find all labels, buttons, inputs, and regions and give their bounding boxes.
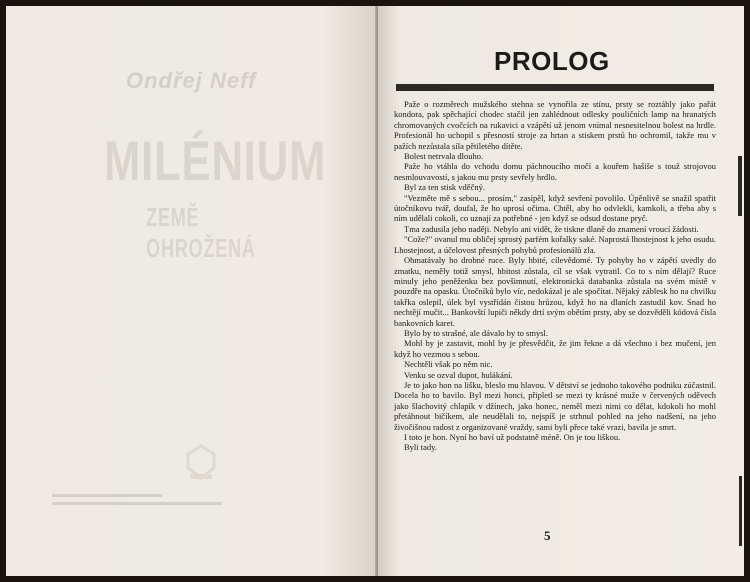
publisher-logo-icon	[184, 444, 218, 482]
paragraph: Ohmatávaly ho drobné ruce. Byly hbité, cílevědomé. Ty pohyby ho v zápětí uvedly do zmatku, neměly totiž smysl, hbitost zůstala, cíl se však vytratil. Co to s ním dělají? Ruce minuly jeho peněženku bez povšimnutí, elektronická databanka zůstala na svém místě v pouzdře na opasku. Útočníků bylo víc, nedokázal je ale spočítat. Nějaký záblesk ho na chvilku takřka oslepil, úlek byl vystřídán čistou hrůzou, když ho na dlaních zastudil kov. Snad ho nechtějí mučit... Bankovští lupiči někdy drtí svým obětím prsty, aby se dozvěděli kódová čísla bankovních karet.	[394, 255, 716, 328]
ghost-line	[52, 502, 222, 505]
ghost-author: Ondřej Neff	[126, 68, 257, 93]
paragraph: Bylo by to strašné, ale dávalo by to smysl.	[404, 327, 549, 338]
paragraph: Mohl by je zastavit, mohl by je přesvědčit, že jim řekne a dá všechno i bez mučení, jen když ho vezmou s sebou.	[394, 338, 716, 359]
ghost-title: MILÉNIUM	[104, 129, 327, 192]
page-edge-mark	[738, 156, 742, 216]
paragraph: Bolest netrvala dlouho.	[404, 151, 484, 162]
chapter-body	[394, 99, 716, 453]
heading-rule	[396, 84, 714, 91]
chapter-heading: PROLOG	[494, 46, 610, 76]
ghost-subtitle: ZEMĚ OHROŽENÁ	[146, 202, 256, 263]
ghost-line	[52, 494, 162, 497]
paragraph: Byl za ten stisk vděčný.	[404, 182, 485, 193]
paragraph: Byli tady.	[404, 442, 437, 453]
left-page	[6, 6, 378, 576]
paragraph: Nechtěli však po něm nic.	[404, 359, 493, 370]
paragraph: "Vezměte mě s sebou... prosím," zasípěl, když sevření povolilo. Úpěnlivě se snažil spatřit útočníkovu tvář, doufal, že ho uprosí očima. Chtěl, aby ho odvlekli, kamkoli, a třeba aby s ním udělali cokoli, co uznají za potřebné - jen když se odsud dostane pryč.	[394, 192, 716, 224]
page-number: 5	[544, 528, 551, 543]
paragraph: Paže o rozměrech mužského stehna se vynořila ze stínu, prsty se roztáhly jako pařát kondora, pak spěchající chodec stačil jen zahlédnout odlesky pouličních lamp na hranatých chromovaných cvočcích na rukavici a vzápětí už jenom vnímal nesnesitelnou bolest na hrdle. Profesionál ho uchopil s přesností stroje za hrtan a stiskem prstů ho ochromil, takže mu v pažích nezůstala síla pětiletého dítěte.	[394, 99, 716, 151]
paragraph: Paže ho vtáhla do vchodu domu páchnoucího močí a kouřem hašiše s touž strojovou nesmlouvavostí, s jakou mu prsty sevřely hrdlo.	[394, 161, 716, 182]
paragraph: Je to jako hon na lišku, bleslo mu hlavou. V dětství se jednoho takového podniku zúčastnil. Docela ho to bavilo. Byl mezi honci, připletl se mezi ty krásné muže v červených oděvech jako šlachovitý chlapík v džínech, jako honec, neměl mezi nimi co dělat, kdokoli ho mohl přetáhnout bičíkem, ale neudělali to, nejspíš je strhnul pohled na jeho nadšení, na jeho živočišnou radost z organizované vraždy, sami byli přece také vrazi, bavila je smrt.	[394, 379, 716, 432]
paragraph: "Cože?" ovanul mu obličej sprostý parfém kořalky saké. Naprostá lhostejnost k jeho osudu. Lhostejnost, a účelovost přesných pohybů profesionálů zla.	[394, 234, 716, 255]
paragraph: Tma zadusila jeho naději. Nebylo ani vidět, že tiskne dlaně do znamení vroucí žádosti.	[404, 223, 699, 234]
paragraph: I toto je hon. Nyní ho baví už podstatně méně. On je tou liškou.	[404, 432, 621, 442]
paragraph: Venku se ozval dupot, hulákání.	[404, 369, 513, 380]
page-edge-mark	[739, 476, 742, 546]
